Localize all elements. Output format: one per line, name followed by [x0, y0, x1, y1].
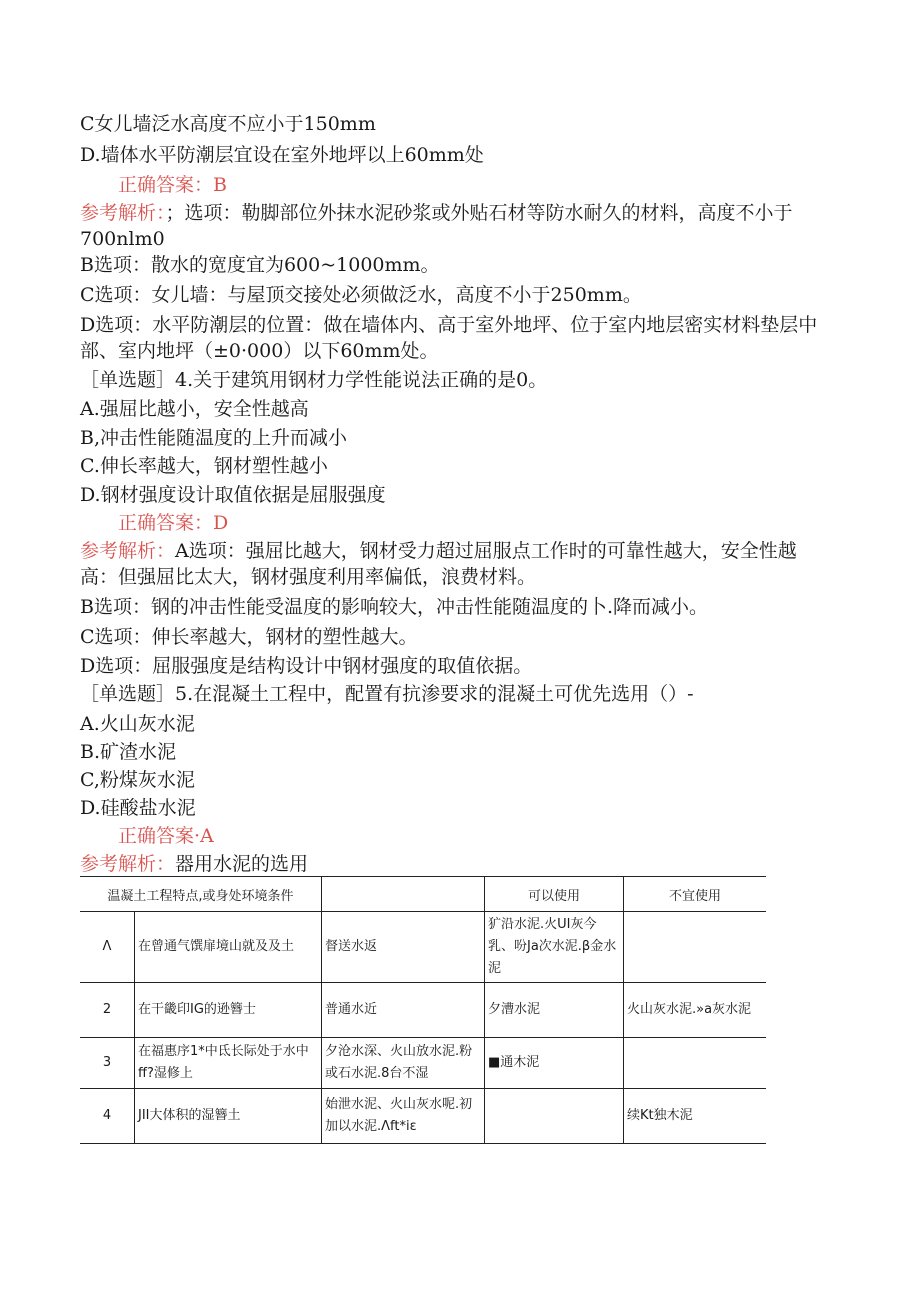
row-number: 2	[80, 983, 135, 1038]
table-header-row	[80, 877, 766, 912]
analysis-label: 参考解析：	[80, 540, 176, 562]
q4-option-c: C.伸长率越大，钢材塑性越小	[80, 455, 328, 477]
row-preferred: 督送水返	[322, 912, 485, 983]
table-row	[80, 1038, 766, 1089]
header-unsuitable: 不宜使用	[624, 877, 767, 912]
q5-option-c: C,粉煤灰水泥	[80, 769, 195, 791]
header-blank	[322, 877, 485, 912]
row-usable: 夕漕水泥	[485, 983, 624, 1038]
q4-stem: ［单选题］4.关于建筑用钢材力学性能说法正确的是0。	[80, 369, 548, 391]
analysis-text: ；选项：勒脚部位外抹水泥砂浆或外贴石材等防水耐久的材料，高度不小于700nlm0	[80, 202, 793, 250]
q4-analysis-1	[80, 538, 828, 590]
row-number: 4	[80, 1089, 135, 1144]
analysis-label: 参考解析：	[80, 202, 166, 224]
analysis-label: 参考解析：	[80, 853, 176, 875]
q4-correct-answer: 正确答案：D	[118, 512, 229, 534]
header-condition: 温凝土工程特点,或身处环境条件	[80, 877, 322, 912]
row-unsuitable	[624, 912, 767, 983]
row-usable: 犷沿水泥.火UI灰今乳、吩Ja次水泥.β金水泥	[485, 912, 624, 983]
table-row	[80, 983, 766, 1038]
q5-correct-answer: 正确答案·A	[118, 825, 214, 847]
row-number: 3	[80, 1038, 135, 1089]
row-unsuitable: 续Kt独木泥	[624, 1089, 767, 1144]
table-row	[80, 912, 766, 983]
q4-option-b: B,冲击性能随温度的上升而减小	[80, 427, 348, 449]
q5-analysis	[80, 851, 308, 877]
q5-option-b: B.矿渣水泥	[80, 741, 177, 763]
row-usable: ■通木泥	[485, 1038, 624, 1089]
q3-analysis-3: C选项：女儿墙：与屋顶交接处必须做泛水，高度不小于250mm。	[80, 284, 642, 306]
q3-option-d: D.墙体水平防潮层宜设在室外地坪以上60mm处	[80, 144, 484, 166]
q4-analysis-4: D选项：屈服强度是结构设计中钢材强度的取值依据。	[80, 655, 533, 677]
q3-analysis-1	[80, 200, 828, 252]
row-preferred: 始泄水泥、火山灰水呢.初加以水泥.Λft*iε	[322, 1089, 485, 1144]
row-unsuitable: 火山灰水泥.»a灰水泥	[624, 983, 767, 1038]
cement-selection-table	[80, 876, 766, 1144]
q4-option-d: D.钢材强度设计取值依据是屈服强度	[80, 484, 386, 506]
row-unsuitable	[624, 1038, 767, 1089]
analysis-text: 器用水泥的选用	[175, 853, 309, 875]
q4-analysis-2: B选项：钢的冲击性能受温度的影响较大，冲击性能随温度的卜.降而减小。	[80, 596, 709, 618]
q5-option-d: D.硅酸盐水泥	[80, 797, 196, 819]
header-usable: 可以使用	[485, 877, 624, 912]
q4-option-a: A.强屈比越小，安全性越高	[80, 398, 309, 420]
q3-analysis-4: D选项：水平防潮层的位置：做在墙体内、高于室外地坪、位于室内地层密实材料垫层中部、室内地坪（±0·000）以下60mm处。	[80, 314, 818, 362]
row-number: Λ	[80, 912, 135, 983]
q3-correct-answer: 正确答案：B	[118, 174, 227, 196]
row-condition: 在曾通气馔扉境山就及及土	[135, 912, 322, 983]
q5-option-a: A.火山灰水泥	[80, 713, 195, 735]
row-usable	[485, 1089, 624, 1144]
q3-analysis-2: B选项：散水的宽度宜为600~1000mm。	[80, 254, 440, 276]
q3-option-c: C女儿墙泛水高度不应小于150mm	[80, 113, 376, 135]
row-condition: 在福惠序1*中氐长际处于水中ff?湿修上	[135, 1038, 322, 1089]
row-preferred: 普通水近	[322, 983, 485, 1038]
row-preferred: 夕沧水深、火山放水泥.粉或石水泥.8台不湿	[322, 1038, 485, 1089]
q5-stem: ［单选题］5.在混凝土工程中，配置有抗渗要求的混凝土可优先选用（）-	[80, 683, 694, 705]
row-condition: JII大体积的湿簪土	[135, 1089, 322, 1144]
table-row	[80, 1089, 766, 1144]
q4-analysis-3: C选项：伸长率越大，钢材的塑性越大。	[80, 626, 418, 648]
row-condition: 在干畿印IG的逊簪士	[135, 983, 322, 1038]
analysis-text: A选项：强屈比越大，钢材受力超过屈服点工作时的可靠性越大，安全性越高：但强屈比太大，钢材强度利用率偏低，浪费材料。	[80, 540, 797, 588]
